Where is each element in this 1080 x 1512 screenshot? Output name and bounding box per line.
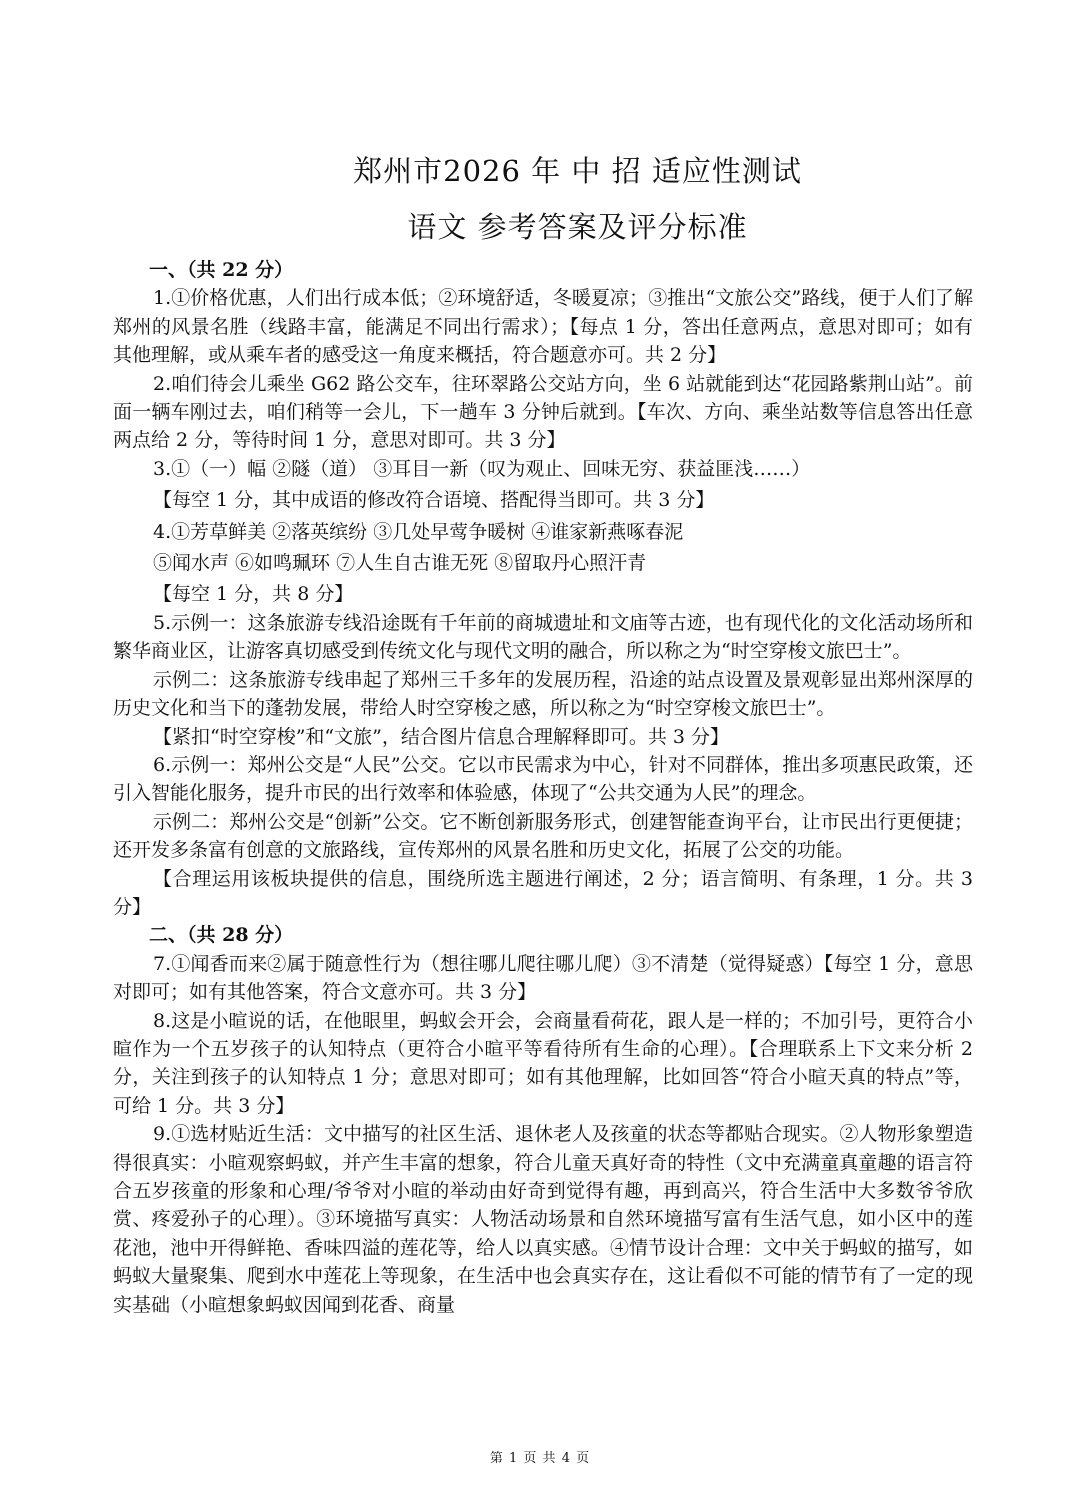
answer-q6-note: 【合理运用该板块提供的信息，围绕所选主题进行阐述，2 分；语言简明、有条理，1 分。共 3 分】 [113, 867, 973, 918]
answer-q5-note: 【紧扣“时空穿梭”和“文旅”，结合图片信息合理解释即可。共 3 分】 [153, 725, 730, 748]
answer-q5-example1: 5.示例一：这条旅游专线沿途既有千年前的商城遗址和文庙等古迹，也有现代化的文化活动场所和繁华商业区，让游客真切感受到传统文化与现代文明的融合，所以称之为“时空穿梭文旅巴士”。 [113, 611, 973, 663]
section-heading-2: 二、（共 28 分） [149, 924, 294, 947]
answer-q6-example2: 示例二：郑州公交是“创新”公交。它不断创新服务形式，创建智能查询平台，让市民出行更便捷；还开发多条富有创意的文旅路线，宣传郑州的风景名胜和历史文化，拓展了公交的功能。 [113, 810, 973, 862]
answer-q3: 3.①（一）幅 ②隧（道） ③耳目一新（叹为观止、回味无穷、获益匪浅……） [153, 457, 811, 480]
answer-q6-example1: 6.示例一：郑州公交是“人民”公交。它以市民需求为中心，针对不同群体，推出多项惠民政策，还引入智能化服务，提升市民的出行效率和体验感，体现了“公共交通为人民”的理念。 [113, 753, 973, 805]
answer-q4-line1: 4.①芳草鲜美 ②落英缤纷 ③几处早莺争暖树 ④谁家新燕啄春泥 [153, 520, 684, 543]
answer-q4-note: 【每空 1 分，共 8 分】 [153, 583, 354, 606]
answer-q3-note: 【每空 1 分，其中成语的修改符合语境、搭配得当即可。共 3 分】 [153, 489, 715, 512]
page-number: 第 1 页 共 4 页 [489, 1451, 591, 1466]
exam-title: 郑州市2026 年 中 招 适应性测试 [353, 154, 802, 188]
answer-q8: 8.这是小暄说的话，在他眼里，蚂蚁会开会，会商量看荷花，跟人是一样的；不加引号，更符合小暄作为一个五岁孩子的认知特点（更符合小暄平等看待所有生命的心理）。【合理联系上下文来分析 2 分，关注到孩子的认知特点 1 分；意思对即可；如有其他理解，比如回答“符合小暄天真的特点”等，可给 1 分。共 3 分】 [113, 1009, 973, 1117]
answer-q2: 2.咱们待会儿乘坐 G62 路公交车，往环翠路公交站方向，坐 6 站就能到达“花园路紫荆山站”。前面一辆车刚过去，咱们稍等一会儿，下一趟车 3 分钟后就到。【车次、方向、乘坐站数等信息答出任意两点给 2 分，等待时间 1 分，意思对即可。共 3 分】 [113, 372, 973, 452]
answer-q7: 7.①闻香而来②属于随意性行为（想往哪儿爬往哪儿爬）③不清楚（觉得疑惑）【每空 1 分，意思对即可；如有其他答案，符合文意亦可。共 3 分】 [113, 952, 973, 1004]
answer-content [113, 256, 973, 1319]
exam-subtitle: 语文 参考答案及评分标准 [407, 210, 748, 244]
answer-q4-line2: ⑤闻水声 ⑥如鸣珮环 ⑦人生自古谁无死 ⑧留取丹心照汗青 [153, 552, 647, 575]
section-heading-1: 一、（共 22 分） [149, 259, 294, 281]
answer-q1: 1.①价格优惠，人们出行成本低；②环境舒适，冬暖夏凉；③推出“文旅公交”路线，便于人们了解郑州的风景名胜（线路丰富，能满足不同出行需求）；【每点 1 分，答出任意两点，意思对即可；如有其他理解，或从乘车者的感受这一角度来概括，符合题意亦可。共 2 分】 [113, 287, 973, 367]
answer-q5-example2: 示例二：这条旅游专线串起了郑州三千多年的发展历程，沿途的站点设置及景观彰显出郑州深厚的历史文化和当下的蓬勃发展，带给人时空穿梭之感，所以称之为“时空穿梭文旅巴士”。 [113, 668, 973, 720]
answer-q9: 9.①选材贴近生活：文中描写的社区生活、退休老人及孩童的状态等都贴合现实。②人物形象塑造得很真实：小暄观察蚂蚁，并产生丰富的想象，符合儿童天真好奇的特性（文中充满童真童趣的语言符合五岁孩童的形象和心理/爷爷对小暄的举动由好奇到觉得有趣，再到高兴，符合生活中大多数爷爷欣赏、疼爱孙子的心理）。③环境描写真实：人物活动场景和自然环境描写富有生活气息，如小区中的莲花池，池中开得鲜艳、香味四溢的莲花等，给人以真实感。④情节设计合理：文中关于蚂蚁的描写，如蚂蚁大量聚集、爬到水中莲花上等现象，在生活中也会真实存在，这让看似不可能的情节有了一定的现实基础（小暄想象蚂蚁因闻到花香、商量 [113, 1123, 973, 1316]
